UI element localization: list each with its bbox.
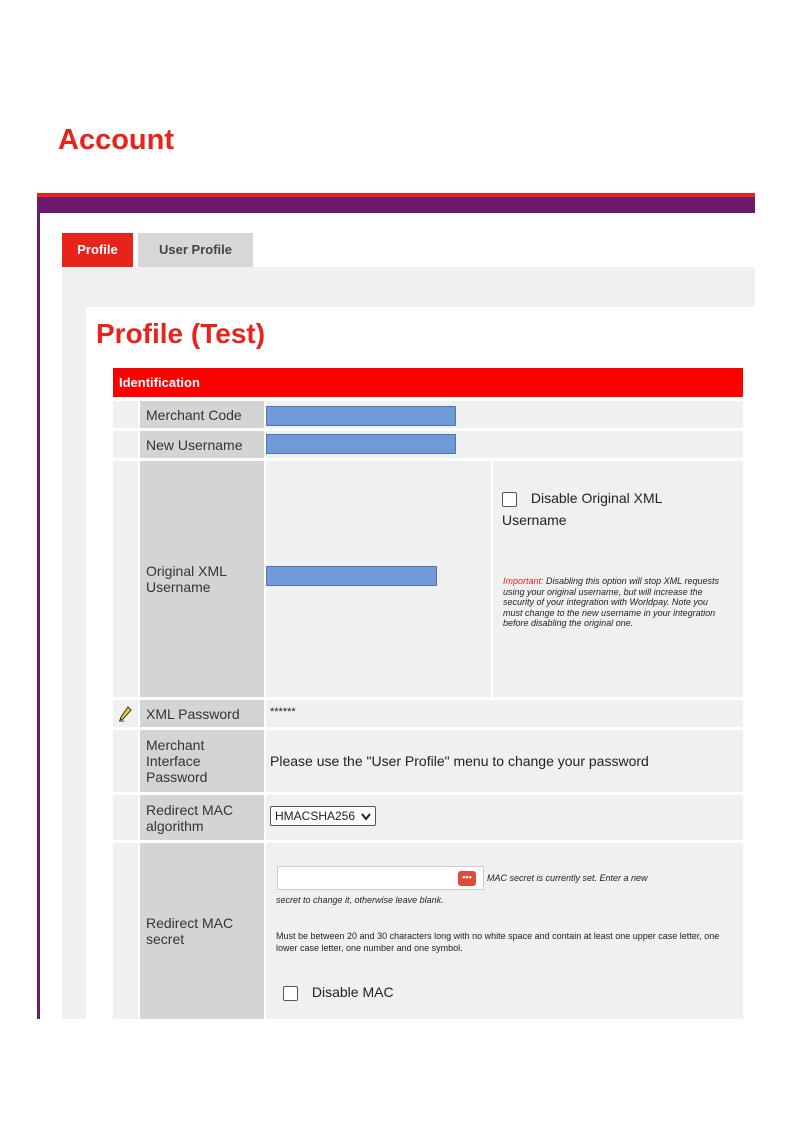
row-redirect-mac-algorithm: [113, 795, 743, 840]
xml-password-label: XML Password: [140, 700, 264, 727]
row-icon-cell: [113, 843, 138, 1019]
row-icon-cell: [113, 730, 138, 792]
important-text: Disabling this option will stop XML requests using your original username, but will increase the security of your integration with Worldpay. Note you must change to the new username in your integration before disabling the original one.: [503, 576, 719, 628]
row-merchant-code: [113, 401, 743, 428]
disable-original-xml-checkbox[interactable]: [502, 492, 517, 507]
redirect-mac-algorithm-value-cell: [266, 795, 743, 840]
important-label: Important:: [503, 576, 544, 586]
disable-original-xml-option: [502, 487, 702, 531]
chevron-down-icon: [361, 813, 371, 821]
row-icon-cell: [113, 795, 138, 840]
tab-profile[interactable]: Profile: [62, 233, 133, 267]
important-note: [503, 576, 721, 629]
edit-icon-cell: [113, 700, 138, 727]
row-merchant-interface-password: [113, 730, 743, 792]
row-icon-cell: [113, 461, 138, 697]
disable-mac-option: [283, 984, 394, 1001]
original-xml-username-label: Original XML Username: [140, 461, 264, 697]
row-icon-cell: [113, 401, 138, 428]
section-header-identification: Identification: [113, 368, 743, 397]
mac-secret-rule: Must be between 20 and 30 characters long with no white space and contain at least one upper case letter, one lower case letter, one number and one symbol.: [276, 931, 720, 953]
tab-user-profile[interactable]: User Profile: [138, 233, 253, 267]
redirect-mac-algorithm-label: Redirect MAC algorithm: [140, 795, 264, 840]
xml-password-value: ******: [270, 706, 296, 718]
merchant-interface-password-note: Please use the "User Profile" menu to change your password: [270, 753, 649, 769]
xml-password-value-cell: [266, 700, 743, 727]
new-username-redacted: [266, 434, 456, 454]
merchant-interface-password-label: Merchant Interface Password: [140, 730, 264, 792]
disable-mac-label: Disable MAC: [311, 984, 394, 1000]
disable-original-xml-label: Disable Original XML Username: [502, 490, 662, 528]
new-username-label: New Username: [140, 431, 264, 458]
password-reveal-icon[interactable]: •••: [458, 871, 476, 886]
profile-heading: Profile (Test): [96, 318, 266, 349]
mac-secret-hint-2: secret to change it, otherwise leave blank.: [276, 895, 444, 905]
redirect-mac-secret-value-cell: [266, 843, 743, 1019]
pencil-icon[interactable]: [118, 706, 132, 722]
tab-band: [62, 267, 755, 307]
disable-mac-checkbox[interactable]: [283, 986, 298, 1001]
page-title: Account: [58, 124, 174, 156]
mac-secret-input[interactable]: [277, 866, 484, 890]
header-stripe-purple: [37, 197, 755, 213]
row-new-username: [113, 431, 743, 458]
row-icon-cell: [113, 431, 138, 458]
row-xml-password: [113, 700, 743, 727]
original-xml-username-redacted: [266, 566, 437, 586]
redirect-mac-algorithm-select[interactable]: [270, 806, 376, 826]
merchant-code-label: Merchant Code: [140, 401, 264, 428]
redirect-mac-algorithm-selected: HMACSHA256: [275, 809, 356, 823]
new-username-value-cell: [266, 431, 743, 458]
original-xml-username-value-cell: [266, 461, 743, 697]
merchant-interface-password-value-cell: [266, 730, 743, 792]
merchant-code-redacted: [266, 406, 456, 426]
mac-secret-hint-1: MAC secret is currently set. Enter a new: [487, 873, 648, 883]
row-redirect-mac-secret: [113, 843, 743, 1019]
merchant-code-value-cell: [266, 401, 743, 428]
column-divider: [491, 461, 493, 697]
row-original-xml-username: [113, 461, 743, 697]
redirect-mac-secret-label: Redirect MAC secret: [140, 843, 264, 1019]
